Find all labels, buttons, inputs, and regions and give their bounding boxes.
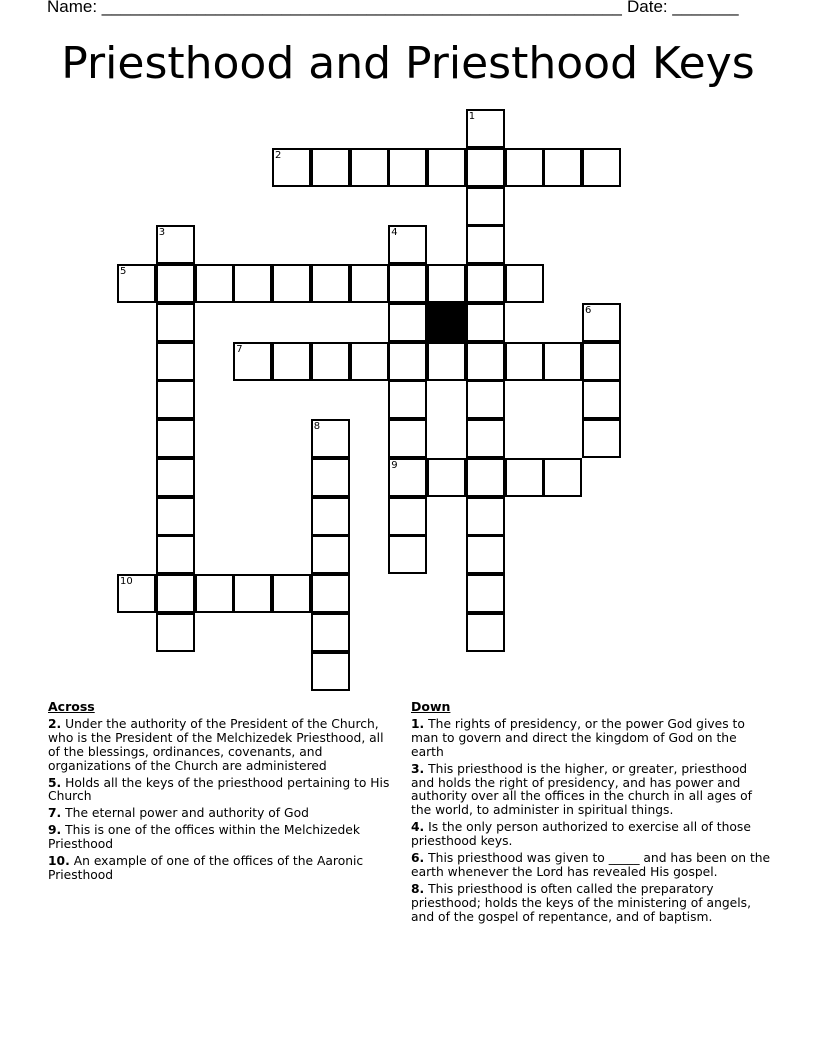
grid-cell[interactable] [582,303,621,342]
grid-cell[interactable] [466,458,505,497]
grid-cell[interactable] [156,419,195,458]
clue-number: 5 [120,266,127,277]
grid-cell[interactable] [156,380,195,419]
grid-cell[interactable] [311,264,350,303]
grid-cell[interactable] [466,342,505,381]
grid-cell[interactable] [195,574,234,613]
grid-cell[interactable] [427,264,466,303]
name-field-label: Name: _______________________________________________________ [47,0,622,16]
grid-cell[interactable] [350,148,389,187]
grid-cell[interactable] [388,458,427,497]
header [47,0,769,19]
across-clue [48,807,393,821]
clue-number: 5. [48,775,62,790]
grid-cell[interactable] [350,264,389,303]
grid-cell[interactable] [272,264,311,303]
grid-cell[interactable] [350,342,389,381]
grid-cell[interactable] [272,148,311,187]
clue-number: 10. [48,854,70,869]
across-clue [48,824,393,852]
grid-cell-blocked [427,303,466,342]
grid-cell[interactable] [466,225,505,264]
down-clue [411,883,771,925]
clue-number: 9. [48,823,62,838]
grid-cell[interactable] [388,497,427,536]
grid-cell[interactable] [156,342,195,381]
grid-cell[interactable] [505,264,544,303]
grid-cell[interactable] [427,458,466,497]
grid-cell[interactable] [466,574,505,613]
grid-cell[interactable] [272,342,311,381]
grid-cell[interactable] [156,535,195,574]
grid-cell[interactable] [311,419,350,458]
grid-cell[interactable] [195,264,234,303]
grid-cell[interactable] [388,419,427,458]
clue-number: 4. [411,820,425,835]
across-clue [48,777,393,805]
down-heading: Down [411,699,451,714]
grid-cell[interactable] [311,148,350,187]
grid-cell[interactable] [388,303,427,342]
grid-cell[interactable] [466,264,505,303]
grid-cell[interactable] [311,458,350,497]
clue-text: The rights of presidency, or the power God gives to man to govern and direct the kingdom of God on the earth [411,716,745,759]
clue-number: 8 [313,421,321,432]
grid-cell[interactable] [388,225,427,264]
grid-cell[interactable] [427,148,466,187]
grid-cell[interactable] [466,148,505,187]
grid-cell[interactable] [388,148,427,187]
grid-cell[interactable] [466,303,505,342]
grid-cell[interactable] [582,148,621,187]
grid-cell[interactable] [233,342,272,381]
grid-cell[interactable] [233,264,272,303]
grid-cell[interactable] [466,109,505,148]
clue-text: This priesthood is often called the preparatory priesthood; holds the keys of the ministering of angels, and of the gospel of repentance, and of baptism. [411,881,751,924]
grid-cell[interactable] [311,535,350,574]
grid-cell[interactable] [156,613,195,652]
clue-text: This is one of the offices within the Melchizedek Priesthood [48,823,360,852]
grid-cell[interactable] [427,342,466,381]
clue-number: 7 [236,343,243,355]
grid-cell[interactable] [582,419,621,458]
grid-cell[interactable] [156,574,195,613]
grid-cell[interactable] [388,342,427,381]
clue-number: 6 [585,304,592,316]
down-clue [411,718,771,760]
grid-cell[interactable] [117,264,156,303]
grid-cell[interactable] [543,458,582,497]
grid-cell[interactable] [311,497,350,536]
across-clue [48,855,393,883]
page-title: Priesthood and Priesthood Keys [61,38,755,89]
down-clues [411,700,771,928]
grid-cell[interactable] [311,652,350,691]
grid-cell[interactable] [156,497,195,536]
grid-cell[interactable] [311,574,350,613]
grid-cell[interactable] [388,264,427,303]
clue-text: Holds all the keys of the priesthood pertaining to His Church [48,775,390,804]
across-heading: Across [48,699,95,714]
grid-cell[interactable] [388,380,427,419]
grid-cell[interactable] [505,342,544,381]
clue-number: 1. [411,716,425,731]
grid-cell[interactable] [388,535,427,574]
clue-text: This priesthood was given to _____ and has been on the earth whenever the Lord has revealed His gospel. [411,851,771,879]
clue-number: 8. [411,881,425,896]
clue-text: Under the authority of the President of the Church, who is the President of the Melchizedek Priesthood, all of the blessings, ordinances, covenants, and organizations of the Church are administered [48,716,384,773]
grid-cell[interactable] [311,613,350,652]
clue-number: 3 [158,227,166,239]
grid-cell[interactable] [466,187,505,226]
grid-cell[interactable] [466,497,505,536]
grid-cell[interactable] [156,303,195,342]
grid-cell[interactable] [233,574,272,613]
down-clue [411,821,771,849]
grid-cell[interactable] [156,264,195,303]
grid-cell[interactable] [505,458,544,497]
grid-cell[interactable] [117,574,156,613]
clue-number: 3. [411,761,425,776]
grid-cell[interactable] [156,225,195,264]
across-clue [48,718,393,774]
grid-cell[interactable] [156,458,195,497]
clue-number: 4 [391,227,398,239]
grid-cell[interactable] [582,380,621,419]
clue-number: 6. [411,851,425,866]
grid-cell[interactable] [466,419,505,458]
clue-number: 10 [120,576,133,587]
grid-cell[interactable] [272,574,311,613]
grid-cell[interactable] [543,148,582,187]
grid-cell[interactable] [311,342,350,381]
grid-cell[interactable] [543,342,582,381]
grid-cell[interactable] [505,148,544,187]
down-clue [411,852,771,880]
down-clue [411,763,771,819]
clue-number: 7. [48,806,62,821]
clue-number: 2. [48,716,62,731]
clue-text: Is the only person authorized to exercise all of those priesthood keys. [411,820,751,849]
grid-cell[interactable] [466,613,505,652]
clue-text: This priesthood is the higher, or greater, priesthood and holds the right of presidency, and has power and authority over all the offices in the church in all ages of the world, to administer in spiritual things. [411,761,752,818]
clue-number: 2 [275,149,282,161]
date-field-label: Date: _______ [627,0,739,16]
clue-number: 1 [468,111,476,122]
grid-cell[interactable] [582,342,621,381]
grid-cell[interactable] [466,380,505,419]
across-clues [48,700,393,886]
clue-number: 9 [391,459,398,471]
grid-cell[interactable] [466,535,505,574]
clue-text: An example of one of the offices of the Aaronic Priesthood [48,854,364,882]
clue-text: The eternal power and authority of God [61,806,309,821]
